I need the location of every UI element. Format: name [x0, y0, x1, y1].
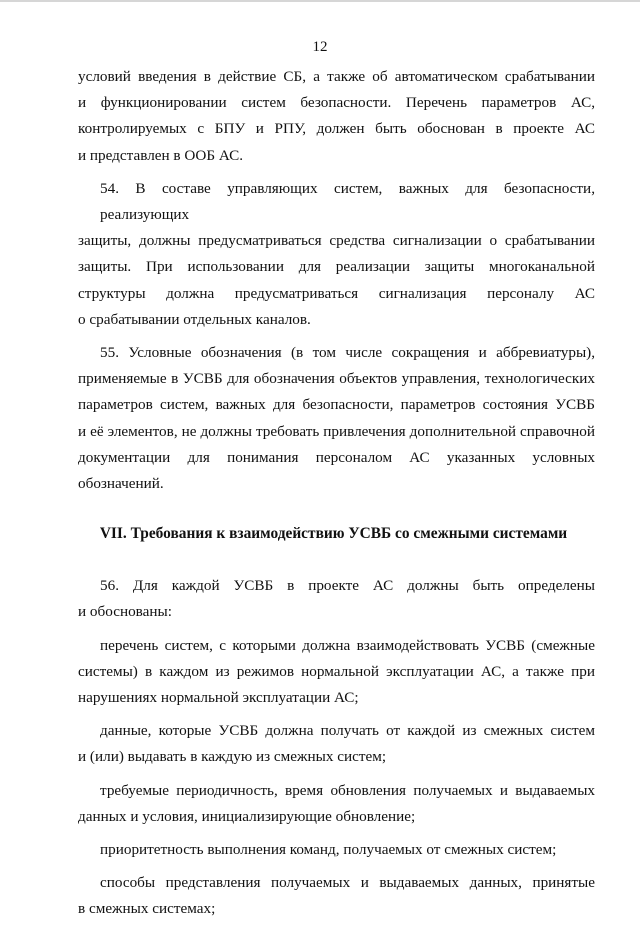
text-line: в смежных системах; — [78, 900, 216, 918]
text-line: условий введения в действие СБ, а также об автоматическом срабатывании — [78, 68, 595, 85]
document-body — [78, 64, 595, 930]
text-line: данных и условия, инициализирующие обновление; — [78, 807, 416, 825]
text-line: 54. В составе управляющих систем, важных для безопасности, реализующих — [100, 179, 595, 224]
text-line: приоритетность выполнения команд, получаемых от смежных систем; — [100, 841, 557, 859]
text-line: перечень систем, с которыми должна взаимодействовать УСВБ (смежные — [100, 636, 595, 654]
list-item — [78, 633, 595, 712]
paragraph-54 — [78, 176, 595, 333]
text-line: параметров систем, важных для безопасности, параметров состояния УСВБ — [78, 396, 595, 414]
text-line: 55. Условные обозначения (в том числе сокращения и аббревиатуры), — [100, 344, 595, 362]
paragraph-56 — [78, 573, 595, 625]
text-line: о срабатывании отдельных каналов. — [78, 310, 311, 328]
paragraph-continuation — [78, 64, 595, 169]
list-item — [78, 778, 595, 830]
text-line: обозначений. — [78, 475, 164, 493]
text-line: документации для понимания персоналом АС указанных условных — [78, 448, 595, 466]
text-line: контролируемых с БПУ и РПУ, должен быть обоснован в проекте АС — [78, 120, 595, 138]
text-line: защиты. При использовании для реализации защиты многоканальной — [78, 258, 595, 276]
paragraph-55 — [78, 340, 595, 497]
text-line: способы представления получаемых и выдаваемых данных, принятые — [100, 874, 595, 892]
list-item — [78, 837, 595, 863]
text-line: 56. Для каждой УСВБ в проекте АС должны быть определены — [100, 577, 595, 595]
text-line: и функционировании систем безопасности. Перечень параметров АС, — [78, 94, 595, 112]
text-line: и обоснованы: — [78, 603, 172, 621]
list-item — [78, 870, 595, 922]
text-line: требуемые периодичность, время обновления получаемых и выдаваемых — [100, 781, 595, 799]
text-line: применяемые в УСВБ для обозначения объектов управления, технологических — [78, 370, 595, 388]
text-line: структуры должна предусматриваться сигнализация персоналу АС — [78, 284, 595, 302]
text-line: системы) в каждом из режимов нормальной эксплуатации АС, а также при — [78, 662, 595, 680]
text-line: и представлен в ООБ АС. — [78, 146, 243, 164]
list-item — [78, 718, 595, 770]
text-line: данные, которые УСВБ должна получать от каждой из смежных систем — [100, 722, 595, 740]
page-number: 12 — [312, 39, 328, 55]
text-line: и (или) выдавать в каждую из смежных систем; — [78, 748, 387, 766]
text-line: и её элементов, не должны требовать привлечения дополнительной справочной — [78, 422, 595, 440]
text-line: защиты, должны предусматриваться средства сигнализации о срабатывании — [78, 232, 595, 250]
text-line: нарушениях нормальной эксплуатации АС; — [78, 689, 359, 707]
section-heading: VII. Требования к взаимодействию УСВБ со смежными системами — [99, 525, 568, 543]
scan-edge — [0, 0, 640, 2]
